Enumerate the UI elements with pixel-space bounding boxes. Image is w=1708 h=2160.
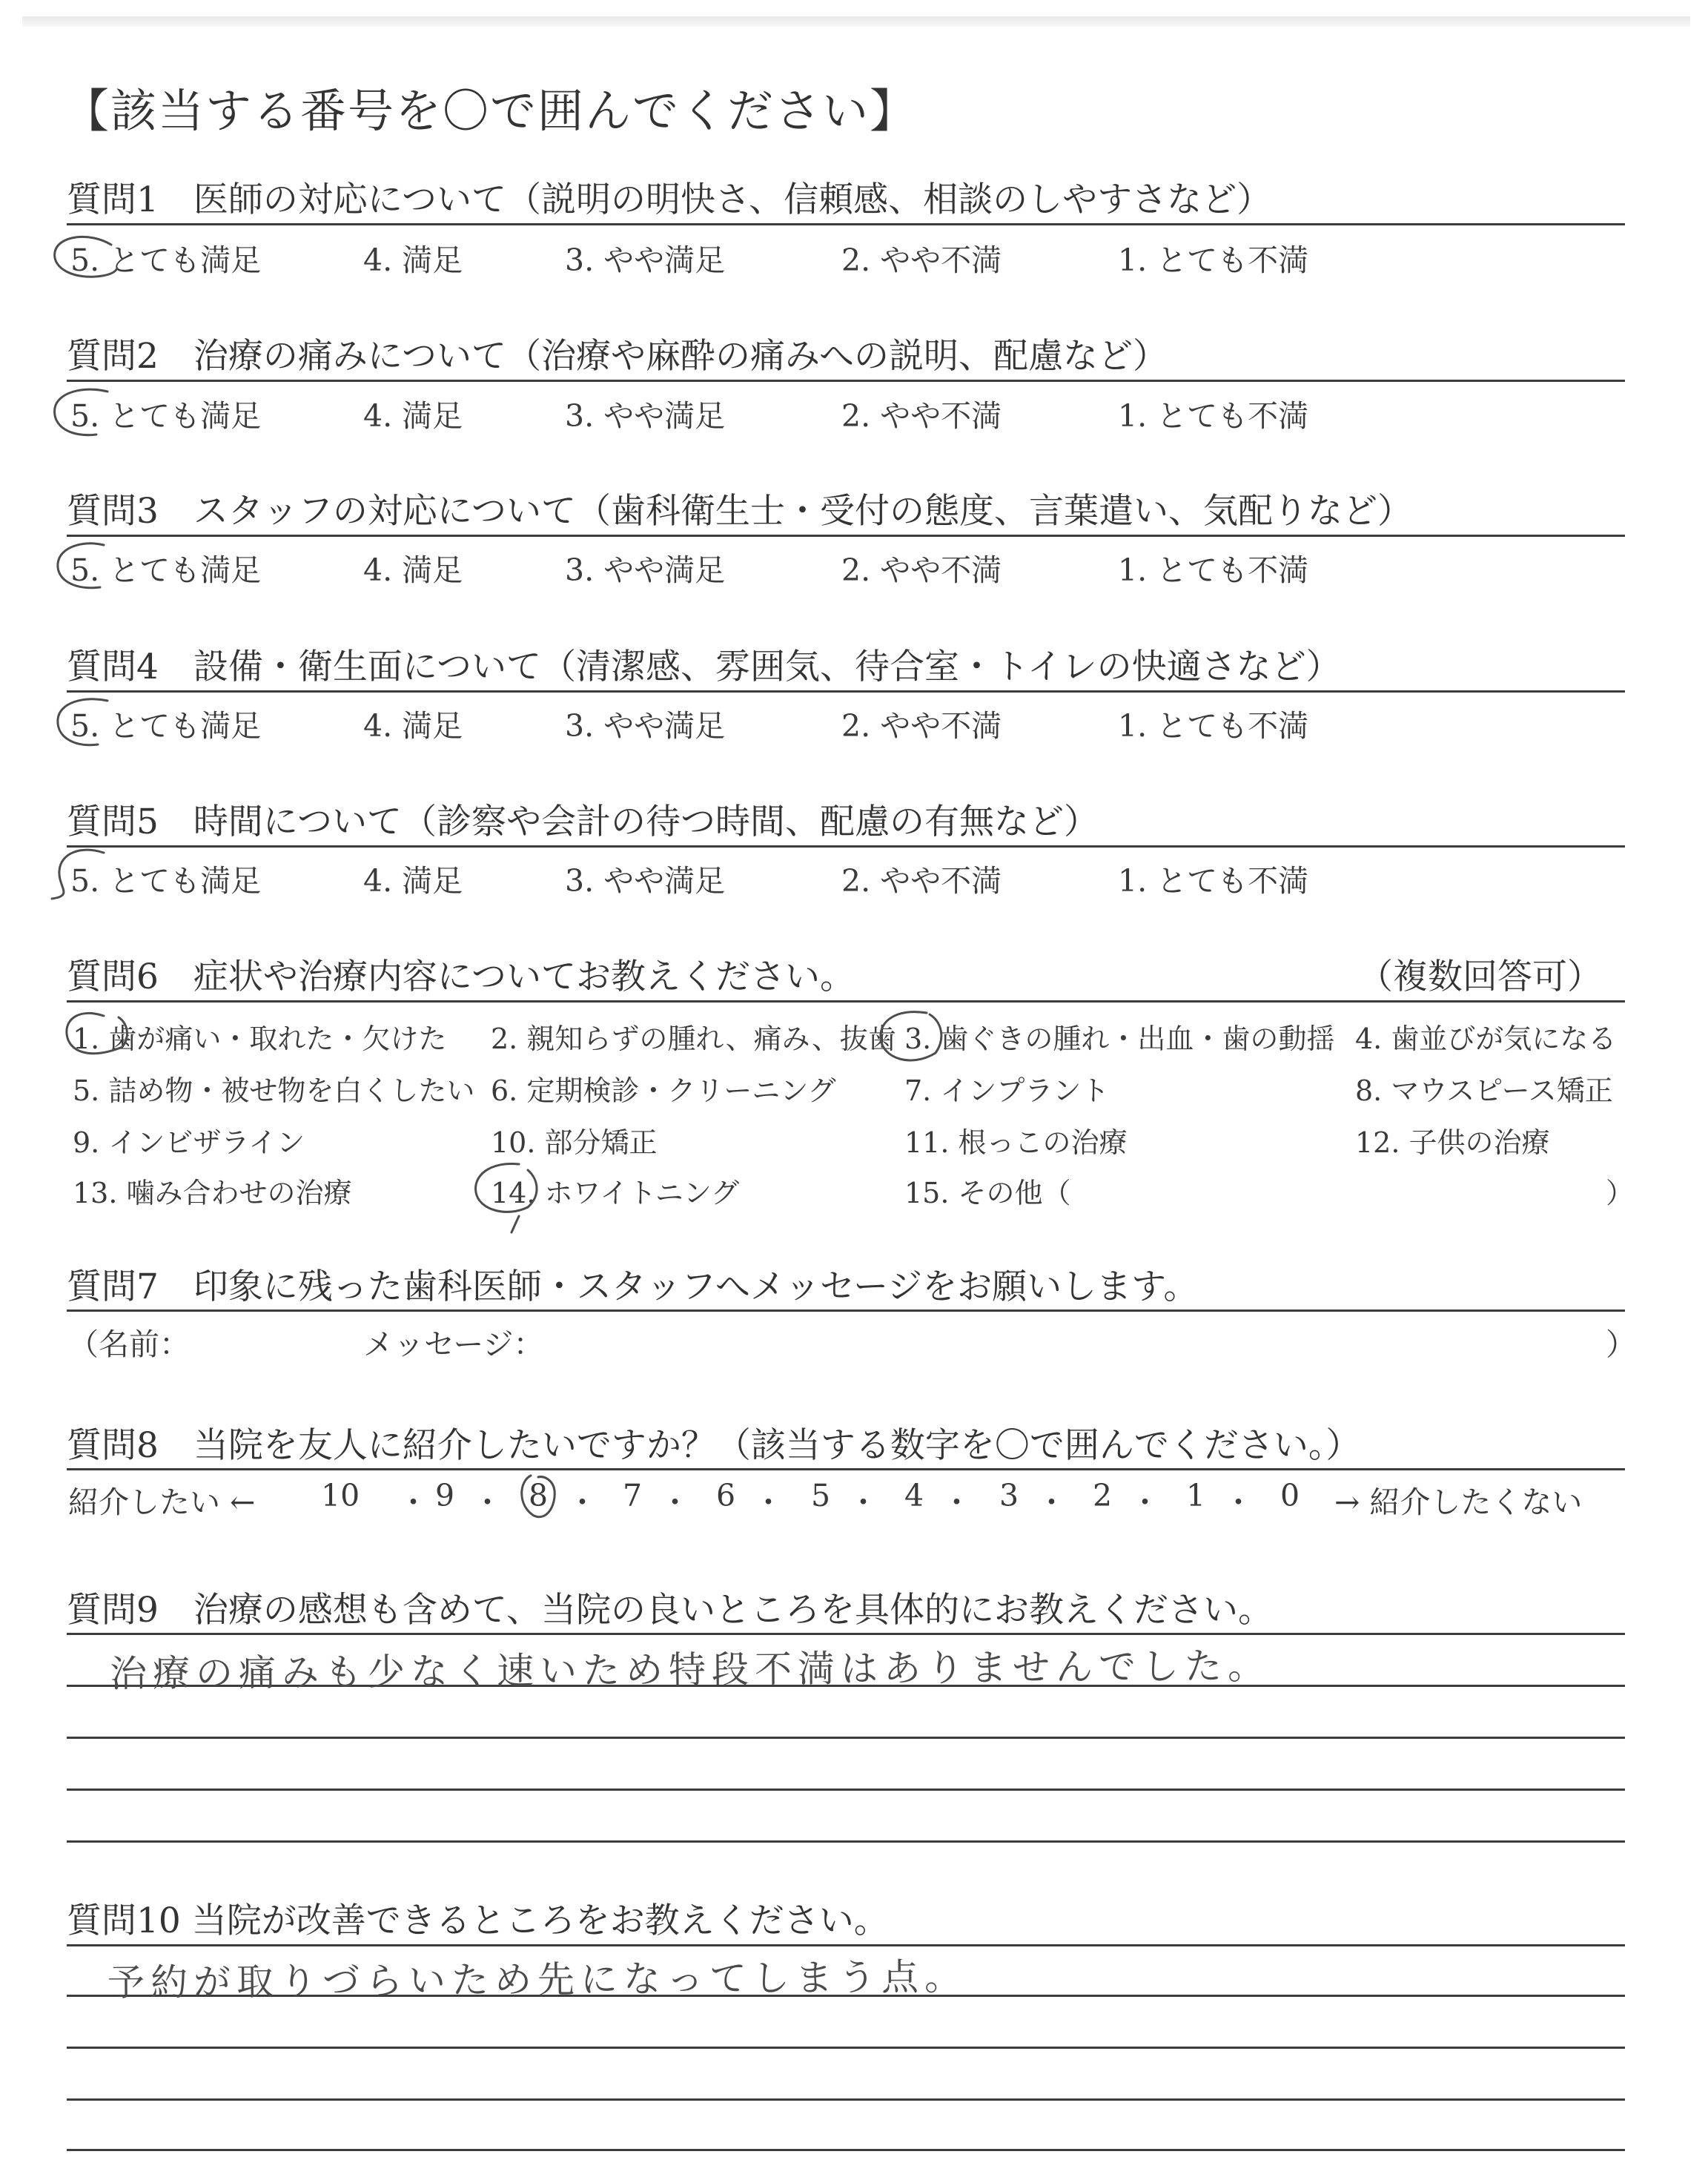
q6-option-15[interactable]: 15. その他（ bbox=[904, 1177, 1071, 1209]
q6-option-13[interactable]: 13. 噛み合わせの治療 bbox=[73, 1177, 352, 1209]
q5-option-2[interactable]: 2. やや不満 bbox=[841, 863, 1002, 899]
q7-close-paren: ） bbox=[1606, 1327, 1636, 1362]
q8-score-3[interactable]: 3 bbox=[999, 1478, 1019, 1513]
q8-score-8[interactable]: 8 bbox=[529, 1478, 549, 1513]
q5-selected-circle bbox=[52, 850, 104, 899]
question-9-title: 質問9 治療の感想も含めて、当院の良いところを具体的にお教えください。 bbox=[67, 1590, 1273, 1631]
q6-option-2[interactable]: 2. 親知らずの腫れ、痛み、抜歯 bbox=[491, 1023, 896, 1055]
q6-option-5[interactable]: 5. 詰め物・被せ物を白くしたい bbox=[73, 1074, 475, 1107]
q5-option-1[interactable]: 1. とても不満 bbox=[1118, 863, 1309, 899]
q8-dot: ・ bbox=[398, 1484, 428, 1520]
q2-option-5[interactable]: 5. とても満足 bbox=[70, 398, 262, 434]
q3-option-5[interactable]: 5. とても満足 bbox=[70, 552, 262, 588]
q8-dot: ・ bbox=[567, 1484, 598, 1520]
q8-score-4[interactable]: 4 bbox=[904, 1478, 924, 1513]
q6-option-1-circle bbox=[67, 1013, 128, 1053]
question-6-title: 質問6 症状や治療内容についてお教えください。 bbox=[67, 957, 855, 997]
q8-dot: ・ bbox=[848, 1484, 878, 1520]
q4-selected-circle bbox=[58, 699, 107, 745]
q6-option-1[interactable]: 1. 歯が痛い・取れた・欠けた bbox=[73, 1023, 447, 1055]
q6-option-8[interactable]: 8. マウスピース矯正 bbox=[1355, 1074, 1613, 1107]
page-title: 【該当する番号を〇で囲んでください】 bbox=[63, 84, 918, 138]
q9-handwritten-answer[interactable]: 治療の痛みも少なく速いため特段不満はありませんでした。 bbox=[109, 1644, 1271, 1696]
q2-option-1[interactable]: 1. とても不満 bbox=[1118, 398, 1309, 434]
q8-score-6[interactable]: 6 bbox=[716, 1478, 736, 1513]
q2-option-2[interactable]: 2. やや不満 bbox=[841, 398, 1002, 434]
question-10-title: 質問10 当院が改善できるところをお教えください。 bbox=[67, 1900, 889, 1941]
q3-selected-circle bbox=[58, 544, 104, 588]
q8-score-9[interactable]: 9 bbox=[435, 1478, 455, 1513]
q1-option-4[interactable]: 4. 満足 bbox=[363, 242, 463, 278]
q3-option-4[interactable]: 4. 満足 bbox=[363, 552, 463, 588]
q2-option-4[interactable]: 4. 満足 bbox=[363, 398, 463, 434]
q8-score-1[interactable]: 1 bbox=[1186, 1478, 1206, 1513]
q1-option-1[interactable]: 1. とても不満 bbox=[1118, 242, 1309, 278]
q6-other-close: ） bbox=[1606, 1177, 1635, 1209]
q8-score-10[interactable]: 10 bbox=[321, 1478, 360, 1513]
q3-option-2[interactable]: 2. やや不満 bbox=[841, 552, 1002, 588]
q5-option-5[interactable]: 5. とても満足 bbox=[70, 863, 262, 899]
question-5-title: 質問5 時間について（診察や会計の待つ時間、配慮の有無など） bbox=[67, 802, 1099, 842]
question-2-title: 質問2 治療の痛みについて（治療や麻酔の痛みへの説明、配慮など） bbox=[67, 336, 1168, 377]
question-8-title: 質問8 当院を友人に紹介したいですか？（該当する数字を〇で囲んでください。） bbox=[67, 1425, 1361, 1466]
q4-option-3[interactable]: 3. やや満足 bbox=[565, 708, 726, 744]
q8-selected-circle bbox=[522, 1476, 555, 1517]
q6-option-14[interactable]: 14. ホワイトニング bbox=[491, 1177, 740, 1209]
q4-option-1[interactable]: 1. とても不満 bbox=[1118, 708, 1309, 744]
q8-dot: ・ bbox=[472, 1484, 503, 1520]
q8-score-2[interactable]: 2 bbox=[1093, 1478, 1113, 1513]
q2-selected-circle bbox=[55, 389, 107, 435]
q8-dot: ・ bbox=[753, 1484, 784, 1520]
q8-dot: ・ bbox=[1036, 1484, 1067, 1520]
q6-option-3-circle bbox=[881, 1012, 941, 1060]
q3-option-1[interactable]: 1. とても不満 bbox=[1118, 552, 1309, 588]
q7-name-field[interactable]: （名前： bbox=[68, 1327, 190, 1362]
q1-option-3[interactable]: 3. やや満足 bbox=[565, 242, 726, 278]
q6-option-10[interactable]: 10. 部分矯正 bbox=[491, 1126, 658, 1159]
q8-left-label: 紹介したい ← bbox=[68, 1484, 256, 1520]
q8-dot: ・ bbox=[660, 1484, 690, 1520]
q6-option-6[interactable]: 6. 定期検診・クリーニング bbox=[491, 1074, 836, 1107]
q6-option-4[interactable]: 4. 歯並びが気になる bbox=[1355, 1023, 1617, 1055]
q10-handwritten-answer[interactable]: 予約が取りづらいため先になってしまう点。 bbox=[107, 1955, 968, 2005]
q1-option-2[interactable]: 2. やや不満 bbox=[841, 242, 1002, 278]
q8-score-7[interactable]: 7 bbox=[623, 1478, 643, 1513]
question-4-title: 質問4 設備・衛生面について（清潔感、雰囲気、待合室・トイレの快適さなど） bbox=[67, 647, 1341, 687]
q6-option-11[interactable]: 11. 根っこの治療 bbox=[904, 1126, 1128, 1159]
q8-dot: ・ bbox=[1223, 1484, 1254, 1520]
q1-option-5[interactable]: 5. とても満足 bbox=[70, 242, 262, 278]
q3-option-3[interactable]: 3. やや満足 bbox=[565, 552, 726, 588]
q6-option-9[interactable]: 9. インビザライン bbox=[73, 1126, 305, 1159]
question-3-title: 質問3 スタッフの対応について（歯科衛生士・受付の態度、言葉遣い、気配りなど） bbox=[67, 491, 1412, 532]
q5-option-3[interactable]: 3. やや満足 bbox=[565, 863, 726, 899]
q8-dot: ・ bbox=[941, 1484, 972, 1520]
q6-option-7[interactable]: 7. インプラント bbox=[904, 1074, 1110, 1107]
q6-option-12[interactable]: 12. 子供の治療 bbox=[1355, 1126, 1550, 1159]
q7-message-field[interactable]: メッセージ： bbox=[363, 1327, 544, 1362]
q6-option-3[interactable]: 3. 歯ぐきの腫れ・出血・歯の動揺 bbox=[904, 1023, 1335, 1055]
q4-option-5[interactable]: 5. とても満足 bbox=[70, 708, 262, 744]
question-1-title: 質問1 医師の対応について（説明の明快さ、信頼感、相談のしやすさなど） bbox=[67, 179, 1272, 220]
q8-right-label: → 紹介したくない bbox=[1334, 1484, 1583, 1520]
q4-option-2[interactable]: 2. やや不満 bbox=[841, 708, 1002, 744]
q1-selected-circle bbox=[55, 237, 117, 277]
question-6-note: （複数回答可） bbox=[1358, 957, 1602, 997]
q8-score-5[interactable]: 5 bbox=[811, 1478, 831, 1513]
q5-option-4[interactable]: 4. 満足 bbox=[363, 863, 463, 899]
q8-dot: ・ bbox=[1130, 1484, 1160, 1520]
q2-option-3[interactable]: 3. やや満足 bbox=[565, 398, 726, 434]
q4-option-4[interactable]: 4. 満足 bbox=[363, 708, 463, 744]
question-7-title: 質問7 印象に残った歯科医師・スタッフへメッセージをお願いします。 bbox=[67, 1266, 1199, 1307]
q6-option-14-tail bbox=[512, 1216, 519, 1232]
q8-score-0[interactable]: 0 bbox=[1280, 1478, 1300, 1513]
q6-option-14-circle bbox=[476, 1163, 537, 1212]
